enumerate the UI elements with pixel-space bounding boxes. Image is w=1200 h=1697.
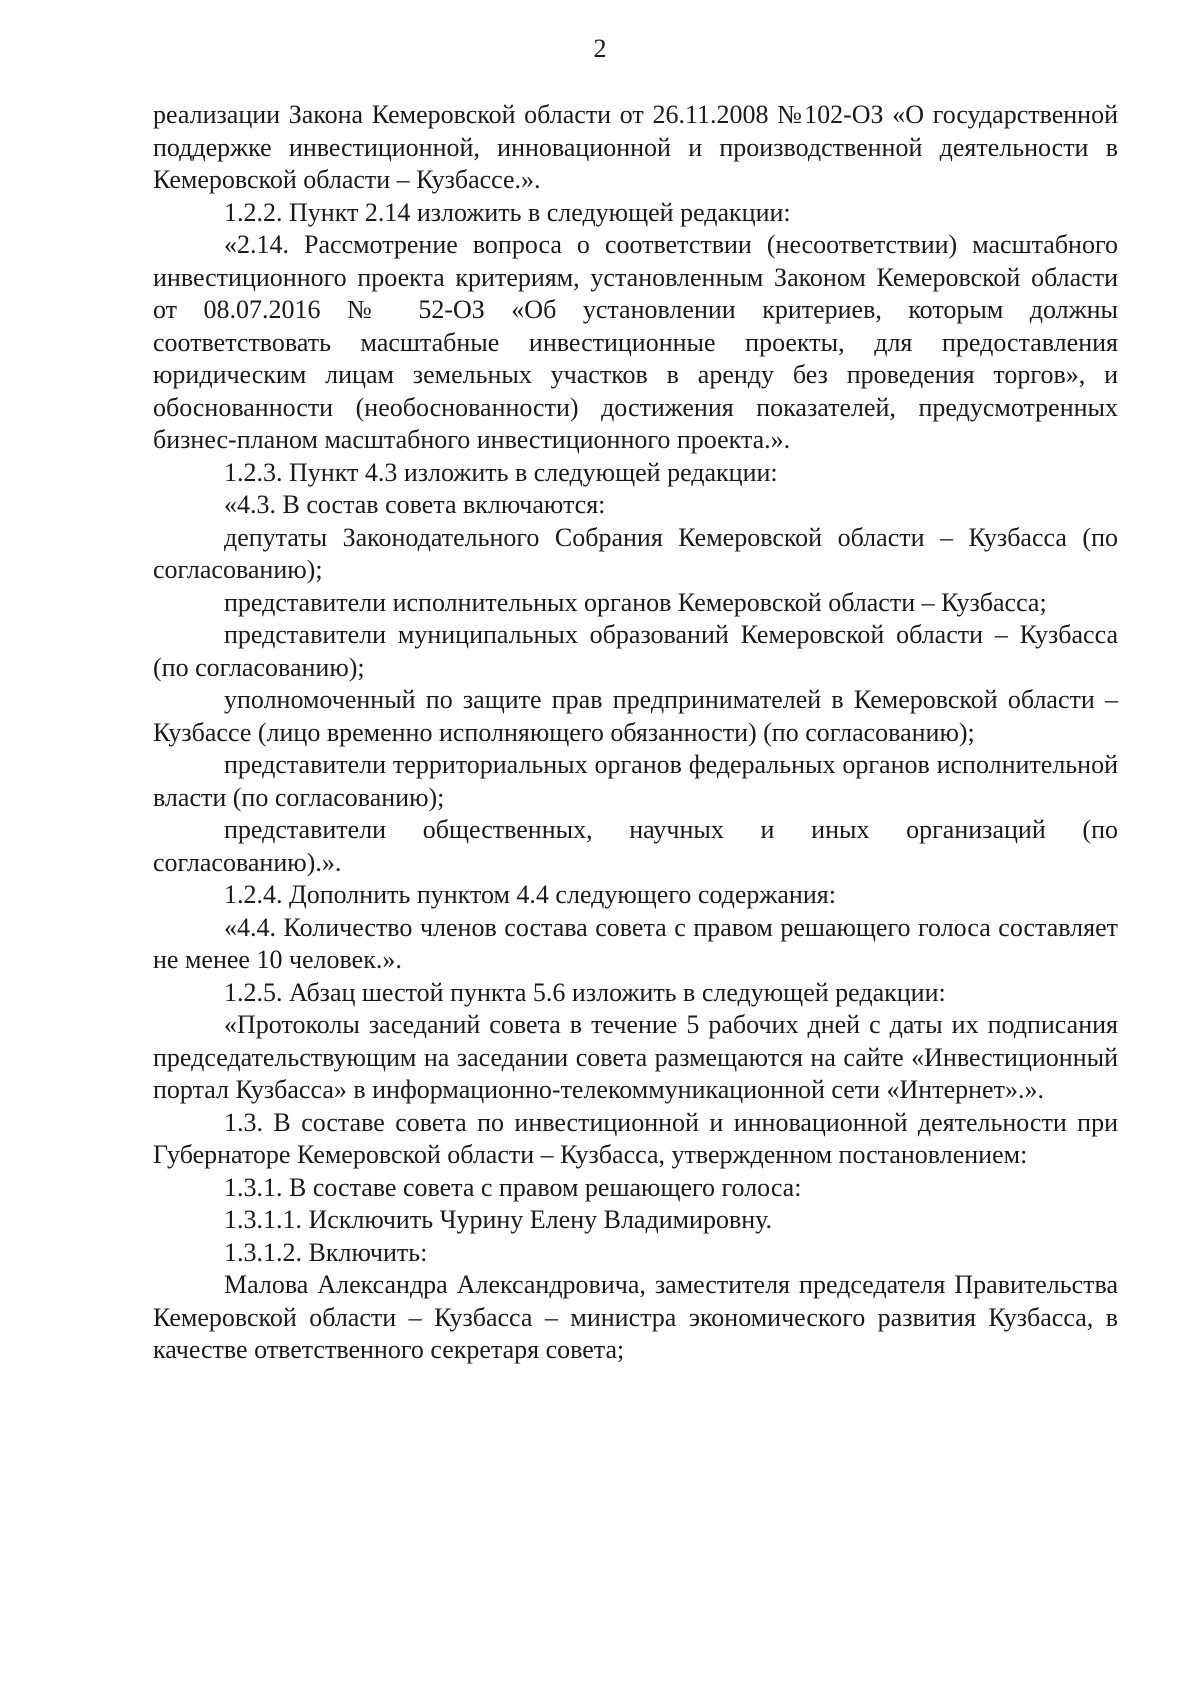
paragraph: 1.3.1. В составе совета с правом решающего голоса: bbox=[224, 1172, 802, 1202]
paragraph: 1.3. В составе совета по инвестиционной и инновационной деятельности при Губернаторе Кемеровской области – Кузбасса, утвержденном постановлением: bbox=[153, 1107, 1118, 1169]
paragraph: 1.3.1.1. Исключить Чурину Елену Владимировну. bbox=[224, 1205, 773, 1234]
paragraph: реализации Закона Кемеровской области от 26.11.2008 №102-ОЗ «О государственной поддержке инвестиционной, инновационной и производственной деятельности в Кемеровской области – Кузбассе.». bbox=[153, 100, 1118, 194]
paragraph: представители муниципальных образований Кемеровской области – Кузбасса (по согласованию); bbox=[153, 620, 1118, 682]
paragraph: 1.2.2. Пункт 2.14 изложить в следующей редакции: bbox=[224, 197, 791, 227]
paragraph: «2.14. Рассмотрение вопроса о соответствии (несоответствии) масштабного инвестиционного проекта критериям, установленным Законом Кемеровской области от 08.07.2016 № 52-ОЗ «Об установлении критериев, которым должны соответствовать масштабные инвестиционные проекты, для предоставления юридическим лицам земельных участков в аренду без проведения торгов», и обоснованности (необоснованности) достижения показателей, предусмотренных бизнес-планом масштабного инвестиционного проекта.». bbox=[153, 230, 1118, 454]
paragraph: 1.2.3. Пункт 4.3 изложить в следующей редакции: bbox=[224, 457, 778, 487]
paragraph: представители территориальных органов федеральных органов исполнительной власти (по согласованию); bbox=[153, 750, 1118, 812]
paragraph: «4.3. В состав совета включаются: bbox=[224, 490, 606, 519]
paragraph: 1.2.5. Абзац шестой пункта 5.6 изложить в следующей редакции: bbox=[224, 977, 946, 1007]
document-body bbox=[153, 99, 1118, 1367]
paragraph: Малова Александра Александровича, заместителя председателя Правительства Кемеровской области – Кузбасса – министра экономического развития Кузбасса, в качестве ответственного секретаря совета; bbox=[153, 1270, 1118, 1364]
paragraph: 1.3.1.2. Включить: bbox=[224, 1237, 428, 1267]
paragraph: 1.2.4. Дополнить пунктом 4.4 следующего содержания: bbox=[224, 880, 836, 909]
paragraph: «Протоколы заседаний совета в течение 5 рабочих дней с даты их подписания председательствующим на заседании совета размещаются на сайте «Инвестиционный портал Кузбасса» в информационно-телекоммуникационной сети «Интернет».». bbox=[153, 1010, 1118, 1104]
paragraph: уполномоченный по защите прав предпринимателей в Кемеровской области – Кузбассе (лицо временно исполняющего обязанности) (по согласованию); bbox=[153, 685, 1118, 747]
paragraph: представители исполнительных органов Кемеровской области – Кузбасса; bbox=[224, 587, 1047, 617]
paragraph: «4.4. Количество членов состава совета с правом решающего голоса составляет не менее 10 человек.». bbox=[153, 912, 1118, 974]
paragraph: депутаты Законодательного Собрания Кемеровской области – Кузбасса (по согласованию); bbox=[153, 522, 1118, 584]
paragraph: представители общественных, научных и иных организаций (по согласованию).». bbox=[153, 815, 1118, 877]
page-number: 2 bbox=[593, 34, 607, 63]
